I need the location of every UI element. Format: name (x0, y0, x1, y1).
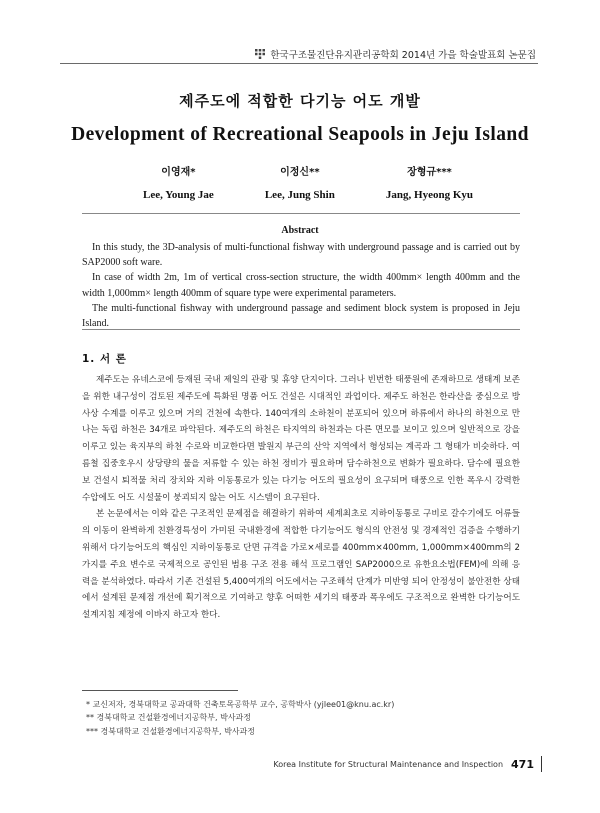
paper-title-korean: 제주도에 적합한 다기능 어도 개발 (179, 92, 421, 110)
body-paragraph: 제주도는 유네스코에 등재된 국내 제일의 관광 및 휴양 단지이다. 그러나 빈번한 태풍원에 존재하므로 생태계 보존을 위한 내구성이 검토된 제주도에 특화된 명품 어도 건설은 시대적인 과업이다. 제주도 하천은 한라산을 중심으로 방사상 수계를 이루고 있으며 거의 건천에 속한다. 140여개의 소하천이 분포되어 있으며 하류에서 하나의 하천으로 만나는 독립 하천은 34개로 파악된다. 제주도의 하천은 타지역의 하천과는 다른 면모를 보이고 있으며 일반적으로 강을 이루고 있는 육지부의 하천 수로와 비교한다면 발원지 부근의 산악 지역에서 형성되는 계곡과 그 형태가 비슷하다. 여름철 집중호우시 상당량의 물을 저류할 수 있는 하천 정비가 필요하며 담수하천으로 변화가 필요하다. 담수에 필요한 보 건설시 퇴적물 처리 장치와 지하 이동통로가 있는 다기능 어도의 필요성이 요구되며 태풍으로 인한 폭우시 강력한 수압에도 어도 시설물이 붕괴되지 않는 어도 시스템이 요구된다. (82, 375, 520, 503)
section-heading: 1. 서 론 (82, 353, 127, 365)
abstract-paragraph: The multi-functional fishway with underground passage and sediment block system is proposed in Jeju Island. (82, 302, 520, 330)
running-header-text: 한국구조물진단유지관리공학회 2014년 가을 학술발표회 논문집 (270, 50, 536, 61)
author-name-korean: 이정신** (280, 167, 320, 178)
footnote-divider (82, 690, 238, 691)
abstract-paragraph: In this study, the 3D-analysis of multi-functional fishway with underground passage and is carried out by SAP2000 soft ware. (82, 242, 520, 269)
body-paragraph: 본 논문에서는 이와 같은 구조적인 문제점을 해결하기 위하여 세계최초로 지하이동통로 구비로 갈수기에도 어류들의 이동이 완벽하게 친환경특성이 가미된 국내환경에 적합한 다기능어도 형식의 안전성 및 경제적인 검증을 수행하기 위해서 다기능어도의 핵심인 지하이동통로 단면 규격을 가로×세로를 400mm×400mm, 1,000mm×400mm의 2가지를 주요 변수로 국제적으로 공인된 범용 구조 전용 해석 프로그램인 SAP2000으로 유한요소법(FEM)에 의해 응력을 분석하였다. 따라서 기존 건설된 5,400여개의 어도에서는 구조해석 단계가 미반영 되어 안정성이 불안전한 상태에서 설계된 문제점 개선에 획기적으로 기여하고 향후 어떠한 세기의 태풍과 폭우에도 구조적으로 완벽한 다기능어도 설계지침 제정에 이바지 하고자 한다. (82, 509, 520, 621)
author-name-english: Lee, Young Jae (143, 189, 214, 201)
author-3 (386, 166, 473, 201)
footnote: *** 경북대학교 건설환경에너지공학부, 박사과정 (86, 726, 256, 736)
footnote: * 교신저자, 경북대학교 공과대학 건축토목공학부 교수, 공학박사 (yjlee01@knu.ac.kr) (86, 700, 395, 709)
paper-title-english: Development of Recreational Seapools in Jeju Island (71, 124, 529, 145)
footer-bar (541, 756, 542, 772)
author-name-english: Lee, Jung Shin (264, 189, 335, 201)
footnote: ** 경북대학교 건설환경에너지공학부, 박사과정 (86, 713, 252, 723)
abstract-paragraph: In case of width 2m, 1m of vertical cross-section structure, the width 400mm× length 400mm and the width 1,000mm× length 400mm of square type were experimental parameters. (82, 272, 520, 299)
abstract-top-rule (82, 213, 520, 214)
author-2 (265, 166, 335, 201)
abstract-bottom-rule (82, 329, 520, 330)
author-name-korean: 이영재* (161, 167, 196, 178)
page-number: 471 (511, 757, 534, 771)
abstract-body (82, 240, 520, 331)
page-footer (273, 756, 542, 772)
section-body (82, 372, 520, 624)
footnotes (86, 698, 516, 738)
abstract-heading: Abstract (281, 225, 319, 236)
footer-text: Korea Institute for Structural Maintenance and Inspection (273, 759, 504, 769)
author-name-korean: 장형규*** (407, 167, 452, 178)
society-logo-icon (254, 48, 266, 60)
author-list (143, 166, 473, 201)
author-name-english: Jang, Hyeong Kyu (385, 189, 473, 201)
header-divider (60, 63, 538, 64)
running-header (254, 47, 536, 61)
author-1 (143, 166, 214, 201)
